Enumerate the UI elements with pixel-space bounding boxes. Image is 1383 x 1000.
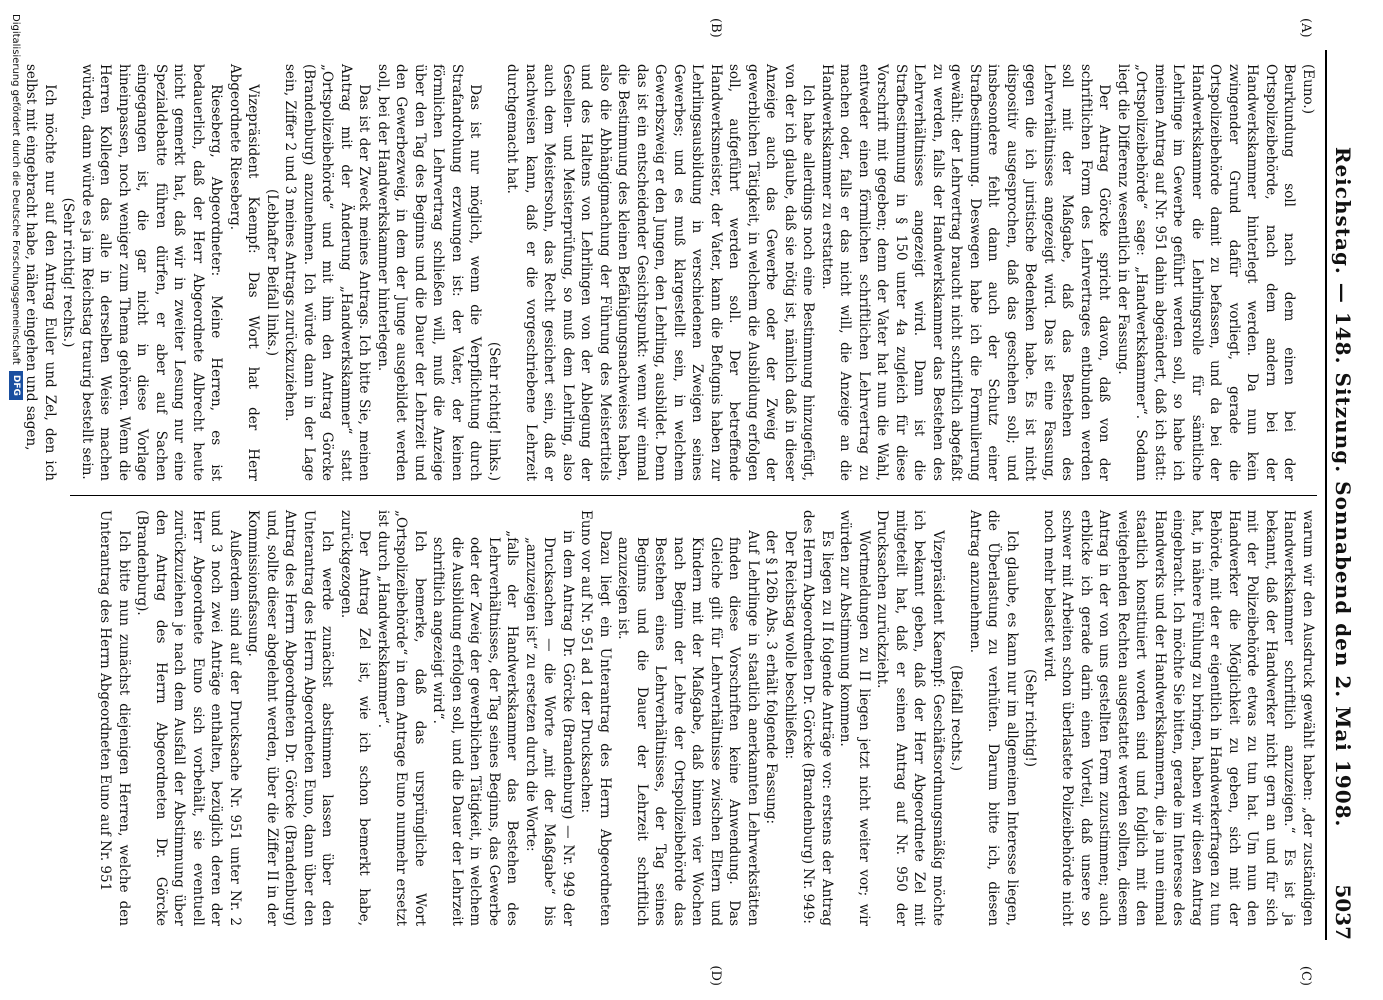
dfg-logo: DFG [9, 371, 23, 400]
motion-text: der § 126b Abs. 3 erhält folgende Fassung: [763, 530, 780, 824]
motion-text: in dem Antrag Dr. Görcke (Brandenburg) — Nr. 949 der Drucksachen — die Worte „mit der Maßgabe“ bis „anzuzeigen ist“ zu ersetzen durch die Worte: [523, 530, 576, 926]
motion-text: „falls der Handwerkskammer das Bestehen des Lehrverhältnisses, der Tag seines Beginns, das Gewerbe oder der Zweig der gewerblichen Tätigkeit, in welchem die Ausbildung erfolgen soll, und die Dauer der Lehrzeit schriftlich angezeigt wird“. [430, 530, 521, 926]
margin-marker-a: (A) [1298, 18, 1313, 38]
interjection: (Sehr richtig!) [1022, 668, 1039, 768]
margin-marker-c: (C) [1298, 965, 1313, 986]
speaker-label: (Euno.) [1300, 64, 1316, 114]
paragraph: Vizepräsident Kaempf: Geschäftsordnungsmäßig möchte ich bekannt geben, daß der Herr Abgeordnete Zel mit mitgeteilt hat, daß er seinen Antrag auf Nr. 950 der Drucksachen zurückzieht. [874, 510, 946, 926]
paragraph: Rieseberg, Abgeordneter: Meine Herren, es ist bedauerlich, daß der Herr Abgeordnete Albrecht heute nicht gemerkt hat, daß wir in zweiter Lesung nur eine Spezialdebatte führen dürfen, er aber auf Sachen eingegangen ist, die gar nicht in diese Vorlage hineinpassen, noch weniger zum Thema gehören. Wenn die Herren Kollegen das alle in derselben Weise machen würden, dann würde es ja im Reichstag traurig bestellt sein. [79, 64, 225, 481]
right-column [70, 495, 1317, 940]
paragraph: Der Antrag Zel ist, wie ich schon bemerkt habe, zurückgezogen. [338, 510, 373, 926]
paragraph: Der Antrag Görcke spricht davon, daß von der schriftlichen Form des Lehrvertrages entbunden werden soll mit der Maßgabe, daß das Bestehen des Lehrverhältnisses angezeigt wird. Das ist eine Fassung, gegen die ich juristische Bedenken habe. Es ist nicht dispositiv ausgesprochen, daß das geschehen soll; und insbesondere fehlt dann auch der Schutz einer Strafbestimmung. Deswegen habe ich die Formulierung gewählt: der Lehrvertrag braucht nicht schriftlich abgefaßt zu werden, falls der Handwerkskammer das Bestehen des Lehrverhältnisses angezeigt wird. Dann ist die Strafbestimmung in § 150 unter 4a zugleich für diese Vorschrift mit gegeben; denn der Vater hat nun die Wahl, entweder einen förmlichen schriftlichen Lehrvertrag zu machen oder, falls er das nicht will, die Anzeige an die Handwerkskammer zu erstatten. [819, 64, 1113, 481]
paragraph: Ich bitte nun zunächst diejenigen Herren, welche den Unterantrag des Herrn Abgeordneten Euno auf Nr. 951 [97, 510, 132, 926]
paragraph: Das ist der Zweck meines Antrags. Ich bitte Sie, meinen Antrag mit der Änderung „Handwerkskammer“ statt „Ortspolizeibehörde“ und mit ihm den Antrag Görcke (Brandenburg) anzunehmen. Ich würde dann in der Lage sein, Ziffer 2 und 3 meines Antrags zurückzuziehen. [282, 64, 373, 481]
paragraph: warum wir den Ausdruck gewählt haben: „der zuständigen Handwerkskammer schriftlich anzuzeigen.“ Es ist ja bekannt, daß der Handwerker nicht gern an und für sich mit der Polizeibehörde etwas zu tun hat. Um nun den Handwerker die Möglichkeit zu geben, sich mit der Behörde, mit der er eigentlich in Handwerkerfragen zu tun hat, in nähere Fühlung zu bringen, haben wir diesen Antrag eingebracht. Ich möchte Sie bitten, gerade im Interesse des Handwerks und der Handwerkskammern, die ja nun einmal staatlich konstituiert worden sind und folglich mit den weitgehenden Rechten ausgestattet werden sollten, diesem Antrag in der von uns gestellten Form zuzustimmen; auch erblicke ich gerade darin einen Vorteil, daß unsere so schwer mit Arbeiten schon überlastete Polizeibehörde nicht noch mehr belastet wird. [1041, 510, 1316, 926]
interjection: (Sehr richtig! rechts.) [60, 197, 77, 348]
paragraph: Ich bemerke, daß das ursprüngliche Wort „Ortspolizeibehörde“ in dem Antrage Euno nunmehr ersetzt ist durch „Handwerkskammer“. [375, 510, 428, 926]
paragraph: Das ist nur möglich, wenn die Verpflichtung durch Strafandrohung erzwungen ist: der Vater, der keinen förmlichen Lehrvertrag schließen will, muß die Anzeige über den Tag des Beginns und die Dauer der Lehrzeit und den Gewerbezweig, in dem der Junge ausgebildet werden soll, bei der Handwerkskammer hinterlegen. [375, 64, 484, 481]
paragraph: Dazu liegt ein Unterantrag des Herrn Abgeordneten Euno vor auf Nr. 951 ad 1 der Drucksachen: [578, 510, 613, 926]
paragraph: Außerdem sind auf der Drucksache Nr. 951 unter Nr. 2 und 3 noch zwei Anträge enthalten, bezüglich deren der Herr Abgeordnete Euno sich vorbehält, sie eventuell zurückzuziehen je nach dem Ausfall der Abstimmung über den Antrag des Herrn Abgeordneten Dr. Görcke (Brandenburg). [134, 510, 243, 926]
text-columns [23, 50, 1317, 940]
paragraph: Ich möchte nur auf den Antrag Euler und Zel, den ich selbst mit eingebracht habe, näher eingehen und sagen, [23, 64, 58, 481]
paragraph: Beurkundung soll nach dem einen bei der Ortspolizeibehörde, nach dem andern bei der Handwerkskammer hinterlegt werden. Da nun kein zwingender Grund dafür vorliegt, gerade die Ortspolizeibehörde damit zu befassen, und da bei der Handwerkskammer die Lehrlingsrolle für sämtliche Lehrlinge im Gewerbe geführt werden soll, so habe ich meinen Antrag auf Nr. 951 dahin abgeändert, daß ich statt: „Ortspolizeibehörde“ sage: „Handwerkskammer“. Sodann liegt die Differenz wesentlich in der Fassung. [1115, 64, 1298, 481]
paragraph: Es liegen zu II folgende Anträge vor: erstens der Antrag des Herrn Abgeordneten Dr. Görcke (Brandenburg) Nr. 949: [800, 510, 835, 926]
page-number: 5037 [1331, 884, 1355, 940]
header-title: Reichstag. — 148. Sitzung. Sonnabend den 2. Mai 1908. [1331, 146, 1355, 828]
interjection: (Lebhafter Beifall links.) [264, 189, 280, 356]
paragraph: Wortmeldungen zu II liegen jetzt nicht weiter vor; wir würden zur Abstimmung kommen. [837, 510, 872, 926]
left-column [23, 50, 1317, 495]
motion-text: Der Reichstag wolle beschließen: [782, 530, 798, 760]
paragraph: Vizepräsident Kaempf: Das Wort hat der Herr Abgeordnete Rieseberg. [227, 64, 262, 481]
interjection: (Beifall rechts.) [948, 664, 965, 772]
margin-marker-d: (D) [708, 965, 723, 986]
paragraph: Ich glaube, es kann nur im allgemeinen Interesse liegen, die Überlastung zu verhüten. Darum bitte ich, diesen Antrag anzunehmen. [967, 510, 1020, 926]
paragraph: Ich werde zunächst abstimmen lassen über den Unterantrag des Herrn Abgeordneten Euno, dann über den Antrag des Herrn Abgeordneten Dr. Görcke (Brandenburg) und, sollte dieser abgelehnt werden, über die Ziffer II in der Kommissionsfassung. [245, 510, 336, 926]
paragraph: Ich habe allerdings noch eine Bestimmung hinzugefügt, von der ich glaube, daß sie nötig ist, nämlich daß in dieser Anzeige auch das Gewerbe oder der Zweig der gewerblichen Tätigkeit, in welchem die Ausbildung erfolgen soll, aufgeführt werden soll. Der betreffende Handwerksmeister, der Vater, kann die Befugnis haben zur Lehrlingsausbildung in verschiedenen Zweigen seines Gewerbes; und es muß klargestellt sein, in welchem Gewerbszweig er den Jungen, den Lehrling, ausbildet. Denn das ist ein entscheidender Gesichtspunkt: wenn wir einmal die Bestimmung des kleinen Befähigungsnachweises haben, also die Abhängigmachung der Führung des Meistertitels und des Haltens von Lehrlingen von der Ablegung der Gesellen- und Meisterprüfung, so muß dem Lehrling, also auch dem Meistersohn, das Recht gesichert sein, daß er nachweisen kann, daß er die vorgeschriebene Lehrzeit durchgemacht hat. [504, 64, 817, 481]
footer-credit: Digitalisierung gefördert durch die Deutsche Forschungsgemeinschaft [10, 14, 22, 365]
footer [6, 0, 26, 1000]
motion-text: Auf Lehrlinge in staatlich anerkannten Lehrwerkstätten finden diese Vorschriften keine Anwendung. Das Gleiche gilt für Lehrverhältnisse zwischen Eltern und Kindern mit der Maßgabe, daß binnen vier Wochen nach Beginn der Lehre der Ortspolizeibehörde das Bestehen eines Lehrverhältnisses, der Tag seines Beginns und die Dauer der Lehrzeit schriftlich anzuzeigen ist. [615, 530, 761, 926]
interjection: (Sehr richtig! links.) [486, 341, 502, 481]
page-header [1325, 50, 1363, 940]
margin-marker-b: (B) [708, 18, 723, 38]
